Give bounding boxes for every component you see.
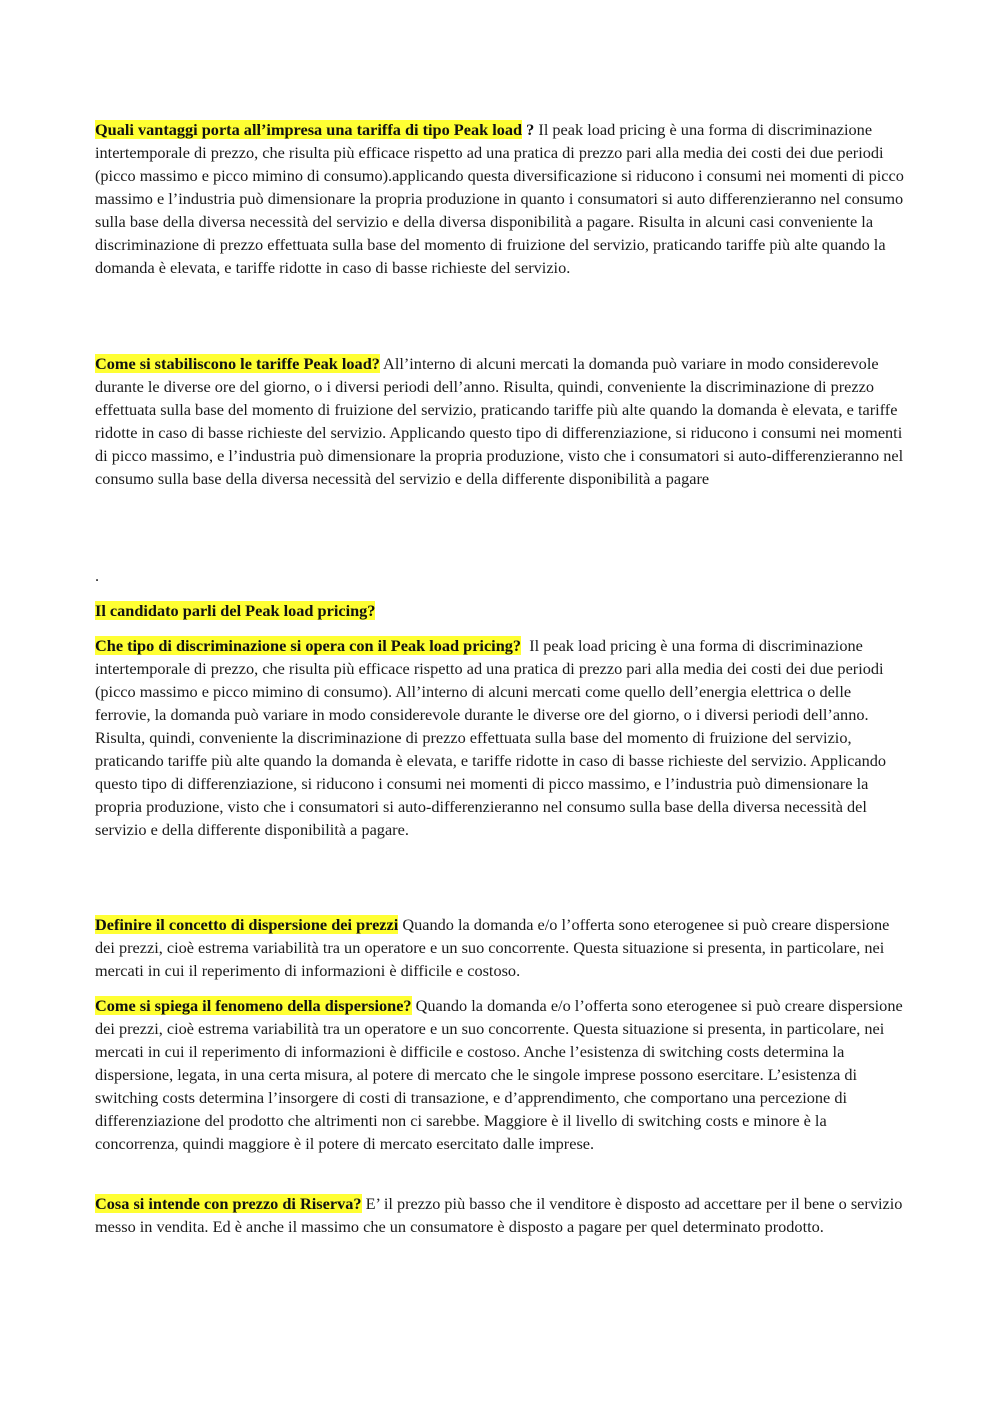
paragraph-peak-load-discrimination — [95, 634, 907, 841]
question-heading: Quali vantaggi porta all’impresa una tariffa di tipo Peak load — [95, 120, 523, 139]
paragraph-peak-load-advantages — [95, 118, 907, 279]
answer-text: E’ il prezzo più basso che il venditore è disposto ad accettare per il bene o servizio messo in vendita. Ed è anche il massimo che un consumatore è disposto a pagare per quel determinato prodotto. — [95, 1194, 903, 1236]
stray-dot: . — [95, 566, 100, 585]
answer-text: Il peak load pricing è una forma di discriminazione intertemporale di prezzo, che risulta più efficace rispetto ad una pratica di prezzo pari alla media dei costi dei due periodi (picco massimo e picco mimino di consumo). All’interno di alcuni mercati come quello dell’energia elettrica o delle ferrovie, la domanda può variare in modo considerevole durante le diverse ore del giorno, o i diversi periodi dell’anno. Risulta, quindi, conveniente la discriminazione di prezzo effettuata sulla base del momento di fruizione del servizio, praticando tariffe più alte quando la domanda è elevata, e tariffe ridotte in caso di basse richieste del servizio. Applicando questo tipo di differenziazione, si riducono i consumi nei momenti di picco massimo, e l’industria può dimensionare la propria produzione, visto che i consumatori si auto-differenzieranno nel consumo sulla base della diversa necessità del servizio e della differente disponibilità a pagare. — [95, 636, 891, 839]
paragraph-reserve-price — [95, 1192, 907, 1238]
answer-text: Quando la domanda e/o l’offerta sono eterogenee si può creare dispersione dei prezzi, cioè estrema variabilità tra un operatore e un suo concorrente. Questa situazione si presenta, in particolare, nei mercati in cui il reperimento di informazioni è difficile e costoso. — [95, 915, 890, 980]
question-heading: Definire il concetto di dispersione dei prezzi — [95, 915, 399, 934]
question-heading: Come si spiega il fenomeno della dispersione? — [95, 996, 412, 1015]
question-heading: Che tipo di discriminazione si opera con il Peak load pricing? — [95, 636, 522, 655]
question-mark: ? — [522, 120, 535, 139]
paragraph-peak-load-tariffs — [95, 352, 907, 490]
answer-text: All’interno di alcuni mercati la domanda può variare in modo considerevole durante le diverse ore del giorno, o i diversi periodi dell’anno. Risulta, quindi, conveniente la discriminazione di prezzo effettuata sulla base del momento di fruizione del servizio, praticando tariffe più alte quando la domanda è elevata, e tariffe ridotte in caso di basse richieste del servizio. Applicando questo tipo di differenziazione, si riducono i consumi nei momenti di picco massimo, e l’industria può dimensionare la propria produzione, visto che i consumatori si auto-differenzieranno nel consumo sulla base della diversa necessità del servizio e della differente disponibilità a pagare — [95, 354, 904, 488]
paragraph-peak-load-candidate — [95, 599, 907, 622]
answer-text: Quando la domanda e/o l’offerta sono eterogenee si può creare dispersione dei prezzi, cioè estrema variabilità tra un operatore e un suo concorrente. Questa situazione si presenta, in particolare, nei mercati in cui il reperimento di informazioni è difficile e costoso. Anche l’esistenza di switching costs determina la dispersione, legata, in una certa misura, al potere di mercato che le singole imprese possono esercitare. L’esistenza di switching costs determina l’insorgere di costi di transazione, e d’apprendimento, che comportano una percezione di differenziazione del prodotto che altrimenti non ci sarebbe. Maggiore è il livello di switching costs e minore è la concorrenza, quindi maggiore è il potere di mercato esercitato dalle imprese. — [95, 996, 903, 1153]
paragraph-price-dispersion-concept — [95, 913, 907, 982]
question-heading: Come si stabiliscono le tariffe Peak load? — [95, 354, 380, 373]
paragraph-price-dispersion-phenomenon — [95, 994, 907, 1155]
answer-text: Il peak load pricing è una forma di discriminazione intertemporale di prezzo, che risulta più efficace rispetto ad una pratica di prezzo pari alla media dei costi dei due periodi (picco massimo e picco mimino di consumo).applicando questa diversificazione si riducono i consumi nei momenti di picco massimo e l’industria può dimensionare la propria produzione in quanto i consumatori si auto differenzieranno nel consumo sulla base della diversa necessità del servizio e della diversa disponibilità a pagare. Risulta in alcuni casi conveniente la discriminazione di prezzo effettuata sulla base del momento di fruizione del servizio, praticando tariffe più alte quando la domanda è elevata, e tariffe ridotte in caso di basse richieste del servizio. — [95, 120, 904, 277]
question-heading: Cosa si intende con prezzo di Riserva? — [95, 1194, 362, 1213]
question-heading: Il candidato parli del Peak load pricing? — [95, 601, 376, 620]
